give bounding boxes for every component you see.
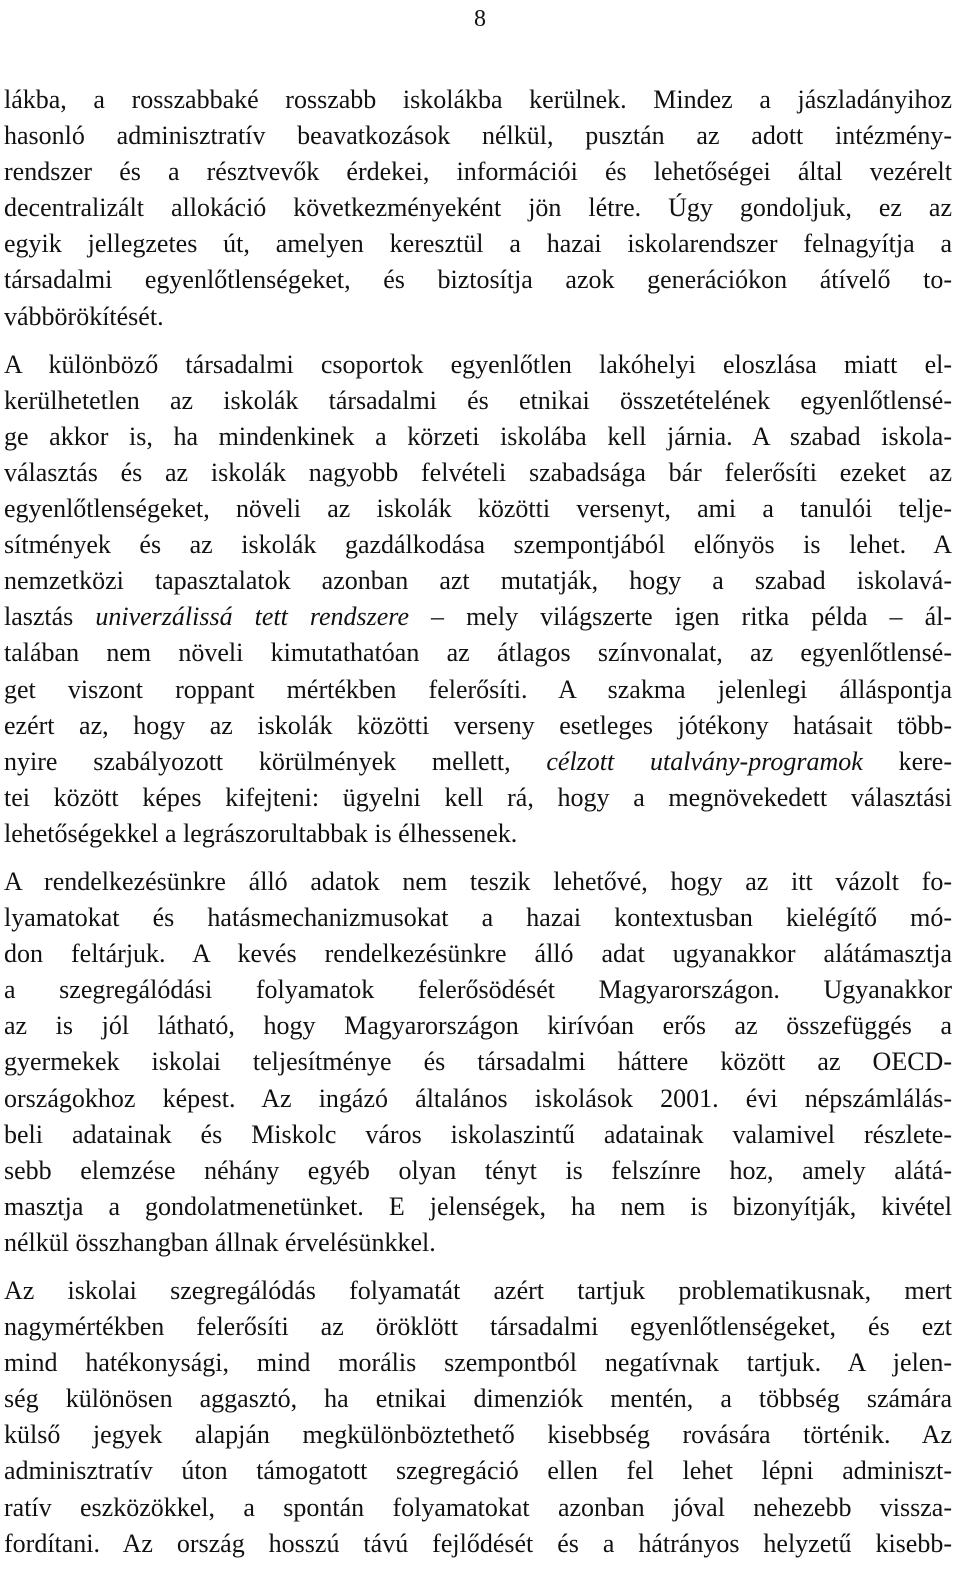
text-segment: az is jól látható, hogy Magyarországon kirívóan erős az összefüggés a <box>4 1011 952 1041</box>
text-segment: lasztás <box>4 602 96 632</box>
text-line <box>4 154 952 190</box>
text-line <box>4 599 952 635</box>
text-segment: nemzetközi tapasztalatok azonban azt mutatják, hogy a szabad iskolavá- <box>4 566 952 596</box>
text-line <box>4 1189 952 1225</box>
text-line <box>4 744 952 780</box>
text-line <box>4 299 952 335</box>
page-number: 8 <box>474 6 486 32</box>
italic-text: célzott utalvány-programok <box>546 746 863 776</box>
paragraph <box>4 82 952 335</box>
text-segment: adminisztratív úton támogatott szegregáció ellen fel lehet lépni adminiszt- <box>4 1456 952 1486</box>
text-line <box>4 1453 952 1489</box>
text-line <box>4 672 952 708</box>
text-segment: masztja a gondolatmenetünket. E jelenségek, ha nem is bizonyítják, kivétel <box>4 1191 952 1221</box>
text-line <box>4 708 952 744</box>
text-line <box>4 383 952 419</box>
text-line <box>4 563 952 599</box>
text-line <box>4 900 952 936</box>
text-segment: lákba, a rosszabbaké rosszabb iskolákba kerülnek. Mindez a jászladányihoz <box>4 85 952 114</box>
text-segment: hasonló adminisztratív beavatkozások nélkül, pusztán az adott intézmény- <box>4 121 952 151</box>
text-segment: ezért az, hogy az iskolák közötti verseny esetleges jótékony hatásait több- <box>4 710 952 740</box>
text-segment: mind hatékonysági, mind morális szempontból negatívnak tartjuk. A jelen- <box>4 1348 952 1378</box>
text-line <box>4 455 952 491</box>
text-line <box>4 226 952 262</box>
text-line <box>4 419 952 455</box>
document-body <box>4 82 952 1562</box>
text-segment: lyamatokat és hatásmechanizmusokat a hazai kontextusban kielégítő mó- <box>4 903 952 933</box>
text-line <box>4 1044 952 1080</box>
text-line <box>4 1417 952 1453</box>
text-segment: ge akkor is, ha mindenkinek a körzeti iskolába kell járnia. A szabad iskola- <box>4 421 952 451</box>
text-line <box>4 1309 952 1345</box>
text-segment: ség különösen aggasztó, ha etnikai dimenziók mentén, a többség számára <box>4 1384 952 1414</box>
text-segment: A különböző társadalmi csoportok egyenlőtlen lakóhelyi eloszlása miatt el- <box>4 349 952 379</box>
text-line <box>4 864 952 900</box>
paragraph-gap <box>4 852 952 864</box>
text-segment: Az iskolai szegregálódás folyamatát azért tartjuk problematikusnak, mert <box>4 1276 952 1305</box>
text-segment: get viszont roppant mértékben felerősíti. A szakma jelenlegi álláspontja <box>4 674 952 704</box>
text-segment: nélkül összhangban állnak érvelésünkkel. <box>4 1227 436 1257</box>
text-line <box>4 491 952 527</box>
text-segment: talában nem növeli kimutathatóan az átlagos színvonalat, az egyenlőtlensé- <box>4 638 952 668</box>
text-segment: don feltárjuk. A kevés rendelkezésünkre álló adat ugyanakkor alátámasztja <box>4 939 952 969</box>
text-line <box>4 1225 952 1261</box>
text-segment: gyermekek iskolai teljesítménye és társadalmi háttere között az OECD- <box>4 1047 952 1077</box>
text-line <box>4 1490 952 1526</box>
text-line <box>4 635 952 671</box>
text-segment: – mely világszerte igen ritka példa – ál- <box>409 602 952 632</box>
text-segment: nyire szabályozott körülmények mellett, <box>4 746 547 776</box>
text-segment: társadalmi egyenlőtlenségeket, és biztosítja azok generációkon átívelő to- <box>4 265 952 295</box>
text-segment: sebb elemzése néhány egyéb olyan tényt is felszínre hoz, amely alátá- <box>4 1155 952 1185</box>
text-line <box>4 936 952 972</box>
text-segment: egyenlőtlenségeket, növeli az iskolák közötti versenyt, ami a tanulói telje- <box>4 494 952 524</box>
paragraph <box>4 864 952 1261</box>
text-segment: vábbörökítését. <box>4 301 164 331</box>
text-line <box>4 118 952 154</box>
text-segment: egyik jellegzetes út, amelyen keresztül a hazai iskolarendszer felnagyítja a <box>4 229 952 259</box>
text-line <box>4 1526 952 1562</box>
text-line <box>4 262 952 298</box>
text-line <box>4 527 952 563</box>
paragraph <box>4 347 952 852</box>
text-segment: lehetőségekkel a legrászorultabbak is élhessenek. <box>4 818 518 848</box>
text-segment: fordítani. Az ország hosszú távú fejlődését és a hátrányos helyzetű kisebb- <box>4 1528 952 1558</box>
text-segment: rendszer és a résztvevők érdekei, információi és lehetőségei által vezérelt <box>4 157 952 187</box>
text-segment: sítmények és az iskolák gazdálkodása szempontjából előnyös is lehet. A <box>4 530 952 560</box>
text-line <box>4 972 952 1008</box>
text-segment: tei között képes kifejteni: ügyelni kell rá, hogy a megnövekedett választási <box>4 782 952 812</box>
text-segment: ratív eszközökkel, a spontán folyamatokat azonban jóval nehezebb vissza- <box>4 1492 952 1522</box>
text-line <box>4 190 952 226</box>
text-line <box>4 1008 952 1044</box>
text-segment: a szegregálódási folyamatok felerősödését Magyarországon. Ugyanakkor <box>4 975 952 1005</box>
text-line <box>4 1345 952 1381</box>
paragraph <box>4 1273 952 1562</box>
text-segment: beli adatainak és Miskolc város iskolaszintű adatainak valamivel részlete- <box>4 1119 952 1149</box>
text-line <box>4 347 952 383</box>
paragraph-gap <box>4 1261 952 1273</box>
text-segment: decentralizált allokáció következményeként jön létre. Úgy gondoljuk, ez az <box>4 193 952 223</box>
text-segment: választás és az iskolák nagyobb felvételi szabadsága bár felerősíti ezeket az <box>4 457 952 487</box>
italic-text: univerzálissá tett rendszere <box>95 602 410 632</box>
text-line <box>4 82 952 118</box>
paragraph-gap <box>4 335 952 347</box>
text-segment: országokhoz képest. Az ingázó általános iskolások 2001. évi népszámlálás- <box>4 1083 952 1113</box>
text-segment: kerülhetetlen az iskolák társadalmi és etnikai összetételének egyenlőtlensé- <box>4 385 952 415</box>
text-segment: kere- <box>862 746 952 776</box>
text-line <box>4 1081 952 1117</box>
text-line <box>4 780 952 816</box>
text-segment: külső jegyek alapján megkülönböztethető kisebbség rovására történik. Az <box>4 1420 952 1450</box>
text-segment: nagymértékben felerősíti az öröklött társadalmi egyenlőtlenségeket, és ezt <box>4 1312 952 1342</box>
text-line <box>4 1273 952 1309</box>
text-line <box>4 1153 952 1189</box>
text-line <box>4 816 952 852</box>
text-segment: A rendelkezésünkre álló adatok nem teszik lehetővé, hogy az itt vázolt fo- <box>4 866 952 896</box>
text-line <box>4 1117 952 1153</box>
text-line <box>4 1381 952 1417</box>
